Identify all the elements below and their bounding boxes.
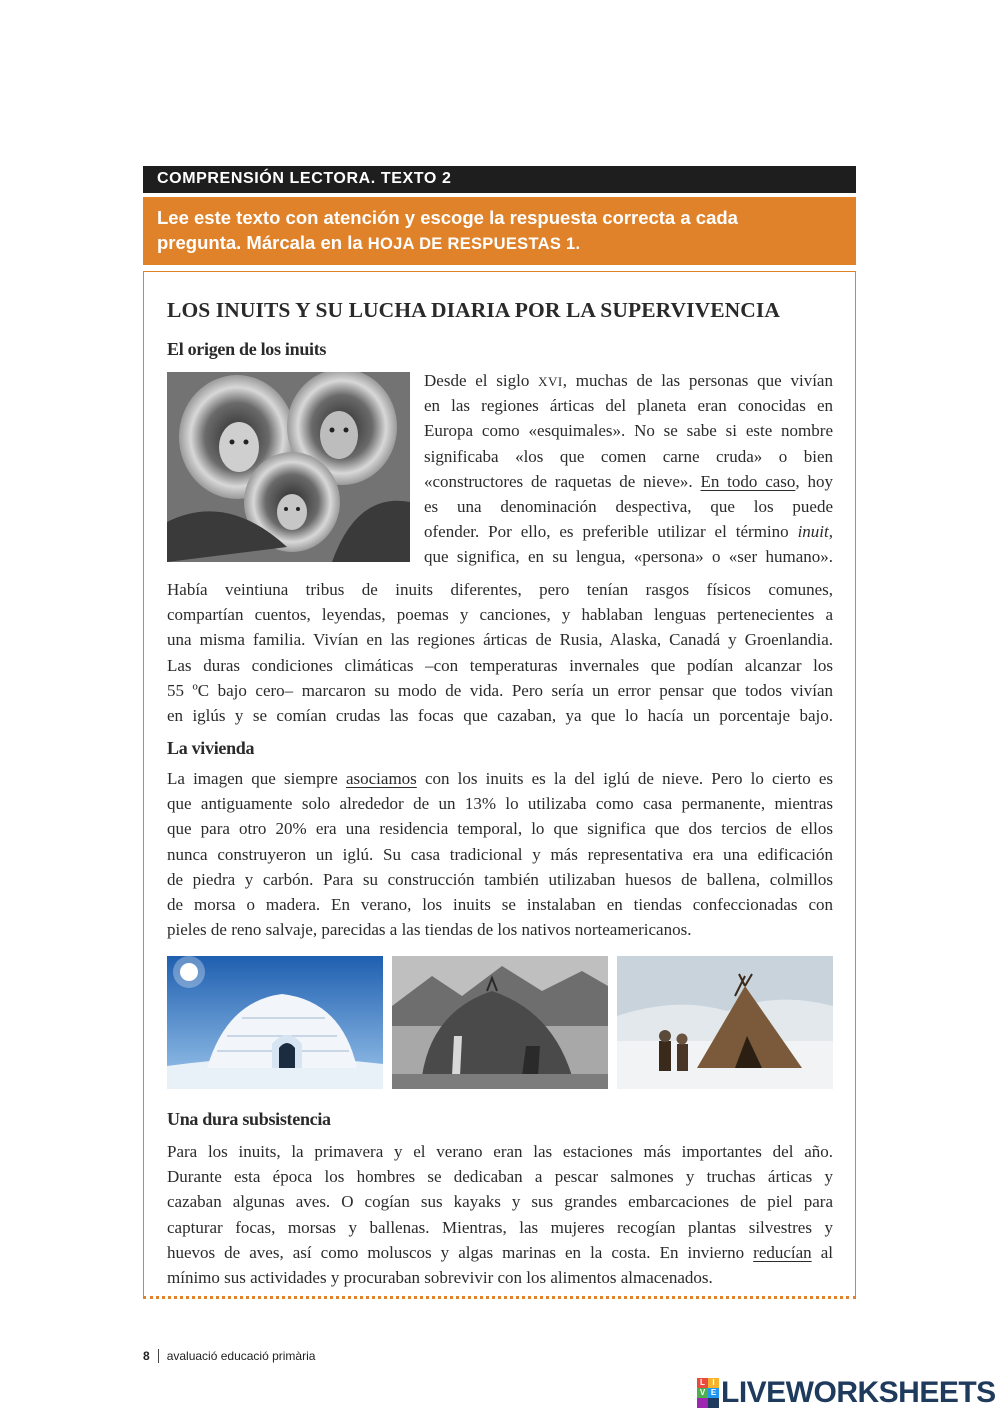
text-line: en las regiones árticas del planeta eran conocidas en (424, 396, 833, 416)
page-footer (143, 1349, 315, 1363)
section-heading-housing: La vivienda (167, 738, 255, 758)
text-run: ofender. Por ello, es preferible utilizar el término (424, 522, 798, 542)
text-line: mínimo sus actividades y procuraban sobrevivir con los alimentos almacenados. (167, 1267, 713, 1287)
logo-tile (708, 1398, 719, 1408)
logo-tile: I (708, 1378, 719, 1388)
text-line: en iglús y se comían crudas las focas que cazaban, ya que lo hacía un porcentaje bajo. (167, 705, 833, 725)
underlined-word: reducían (753, 1242, 812, 1262)
text-line: cazaban algunas aves. O cogían sus kayaks y sus grandes embarcaciones de piel para (167, 1192, 833, 1212)
text-line: de piedra y carbón. Para su construcción también utilizaban huesos de ballena, colmillos (167, 869, 833, 889)
logo-tile: E (708, 1388, 719, 1398)
text-line: una misma familia. Vivían en las regiones árticas de Rusia, Alaska, Canadá y Groenlandia. (167, 630, 833, 650)
text-line: nunca construyeron un iglú. Su casa tradicional y más representativa era una edificación (167, 844, 833, 864)
text-line: significaba «los que comen carne cruda» o bien (424, 446, 833, 466)
section-heading-subsistence: Una dura subsistencia (167, 1109, 331, 1129)
text-run: con los inuits es la del iglú de nieve. Pero lo cierto es (416, 769, 834, 788)
answer-sheet-reference: HOJA DE RESPUESTAS 1. (367, 235, 581, 253)
text-line (167, 1240, 833, 1265)
text-line (167, 766, 833, 791)
italic-term: inuit (797, 522, 829, 542)
logo-tile: L (697, 1378, 708, 1388)
text-line: de morsa o madera. En verano, los inuits se instalaban en tiendas confeccionadas con (167, 894, 833, 914)
inuit-family-photo (167, 372, 410, 562)
brand-name: LIVEWORKSHEETS (721, 1376, 996, 1409)
text-line (424, 368, 833, 393)
text-run: «constructores de raquetas de nieve». (424, 471, 701, 491)
text-line: que para otro 20% era una residencia temporal, lo que significa que dos tercios de ellos (167, 819, 833, 839)
paragraph-origin-2 (167, 577, 833, 728)
text-line: Para los inuits, la primavera y el verano eran las estaciones más importantes del año. (167, 1142, 833, 1161)
text-line: Había veintiuna tribus de inuits diferentes, pero tenían rasgos físicos comunes, (167, 580, 833, 599)
page-number: 8 (143, 1349, 150, 1363)
text-line: Durante esta época los hombres se dedicaban a pescar salmones y truchas árticas y (167, 1167, 833, 1187)
tent-photo (617, 956, 833, 1089)
instruction-line-2 (157, 230, 842, 257)
article-title: LOS INUITS Y SU LUCHA DIARIA POR LA SUPERVIVENCIA (167, 298, 781, 322)
liveworksheets-logo[interactable] (697, 1376, 996, 1410)
logo-tile (697, 1398, 708, 1408)
text-run: , muchas de las personas que vivían (562, 371, 833, 390)
century-numeral: XVI (538, 374, 563, 389)
text-line: 55 ºC bajo cero– marcaron su modo de vida. Pero sería un error pensar que todos vivían (167, 680, 833, 700)
text-run: Desde el siglo (424, 371, 539, 390)
paragraph-subsistence (167, 1139, 833, 1290)
paragraph-origin-1 (424, 368, 833, 570)
igloo-photo (167, 956, 383, 1089)
instruction-text: pregunta. Márcala en la (157, 232, 368, 253)
logo-tile: V (697, 1388, 708, 1398)
text-line: que antiguamente solo alrededor de un 13% lo utilizaba como casa permanente, mientras (167, 794, 833, 814)
text-line: capturar focas, morsas y ballenas. Mientras, las mujeres recogían plantas silvestres y (167, 1217, 833, 1237)
text-line: que significa, en su lengua, «persona» o «ser humano». (424, 547, 833, 567)
publication-name: avaluació educació primària (166, 1349, 316, 1363)
text-run: huevos de aves, así como moluscos y algas marinas en la costa. En invierno (167, 1242, 754, 1262)
text-run: , hoy (795, 471, 833, 491)
underlined-phrase: En todo caso (700, 471, 796, 491)
instruction-line-1: Lee este texto con atención y escoge la respuesta correcta a cada (157, 207, 738, 228)
text-line: Europa como «esquimales». No se sabe si este nombre (424, 421, 833, 441)
text-line: es una denominación despectiva, que los puede (424, 496, 833, 516)
stone-house-photo (392, 956, 608, 1089)
text-line: pieles de reno salvaje, parecidas a las tiendas de los nativos norteamericanos. (167, 920, 692, 940)
text-run: , (828, 522, 833, 542)
paragraph-housing (167, 766, 833, 942)
text-line (424, 519, 833, 544)
logo-mark-icon (697, 1378, 719, 1408)
text-line: Las duras condiciones climáticas –con temperaturas invernales que podían alcanzar los (167, 655, 833, 675)
text-line: compartían cuentos, leyendas, poemas y canciones, y hablaban lenguas pertenecientes a (167, 605, 833, 625)
section-heading-origin: El origen de los inuits (167, 339, 327, 359)
footer-divider (158, 1349, 159, 1363)
section-title: COMPRENSIÓN LECTORA. TEXTO 2 (157, 170, 452, 187)
frame-dotted-border (143, 1296, 856, 1299)
underlined-word: asociamos (345, 769, 417, 788)
instruction-box (143, 197, 856, 265)
text-line (424, 469, 833, 494)
text-run: La imagen que siempre (167, 769, 346, 788)
section-title-bar (143, 166, 856, 193)
text-run: al (811, 1242, 833, 1262)
